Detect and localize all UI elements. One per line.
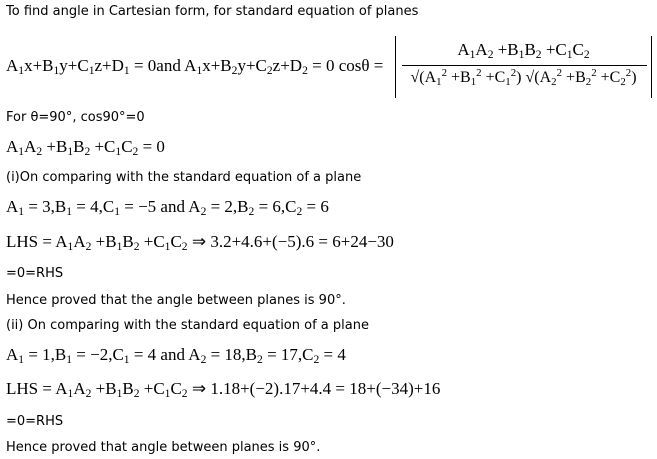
cos-theta-label: cosθ = — [338, 56, 384, 75]
perpendicular-condition: $A_1A_2 +B_1B_2 +C_1C_2 = 0$ — [6, 137, 165, 159]
and-word: and — [156, 56, 181, 75]
plane1-equation: $A_1x+B_1y+C_1z+D_1 = 0$ — [6, 56, 157, 78]
plane2-equation: $A_1x+B_2y+C_2z+D_2 = 0$ — [184, 56, 335, 78]
part1-heading: (i)On comparing with the standard equation of a plane — [6, 170, 362, 185]
plane-equations — [6, 56, 383, 76]
plane-angle-formula — [6, 36, 651, 98]
part1-coefficients: $A_1 = 3,B_1 = 4,C_1 = -5$ and $A_2 = 2,B_2 = 6,C_2 = 6$ — [6, 197, 329, 219]
intro-text: To find angle in Cartesian form, for standard equation of planes — [6, 4, 419, 19]
part1-conclusion: Hence proved that the angle between planes is 90°. — [6, 293, 346, 308]
part2-coefficients: $A_1 = 1,B_1 = -2,C_1 = 4$ and $A_2 = 18,B_2 = 17,C_2 = 4$ — [6, 345, 346, 367]
fraction-numerator: $A_1A_2 +B_1B_2 +C_1C_2$ — [457, 40, 590, 62]
part2-conclusion: Hence proved that angle between planes is 90°. — [6, 440, 321, 455]
theta-note: For θ=90°, cos90°=0 — [6, 110, 145, 125]
part2-lhs: LHS = $A_1A_2 +B_1B_2 +C_1C_2$ ⇒ 1.18+(−2).17+4.4 = 18+(−34)+16 — [6, 379, 441, 401]
absolute-value-fraction — [395, 36, 652, 98]
fraction-bar — [402, 65, 647, 66]
part2-heading: (ii) On comparing with the standard equation of a plane — [6, 318, 369, 333]
fraction-denominator: $√(A_1^2 +B_1^2 +C_1^2)$ $√(A_2^2 +B_2^2 +C_2^2)$ — [410, 67, 637, 89]
part1-lhs: LHS = $A_1A_2 +B_1B_2 +C_1C_2$ ⇒ 3.2+4.6+(−5).6 = 6+24−30 — [6, 232, 394, 254]
part2-result: =0=RHS — [6, 414, 64, 429]
part1-result: =0=RHS — [6, 266, 64, 281]
